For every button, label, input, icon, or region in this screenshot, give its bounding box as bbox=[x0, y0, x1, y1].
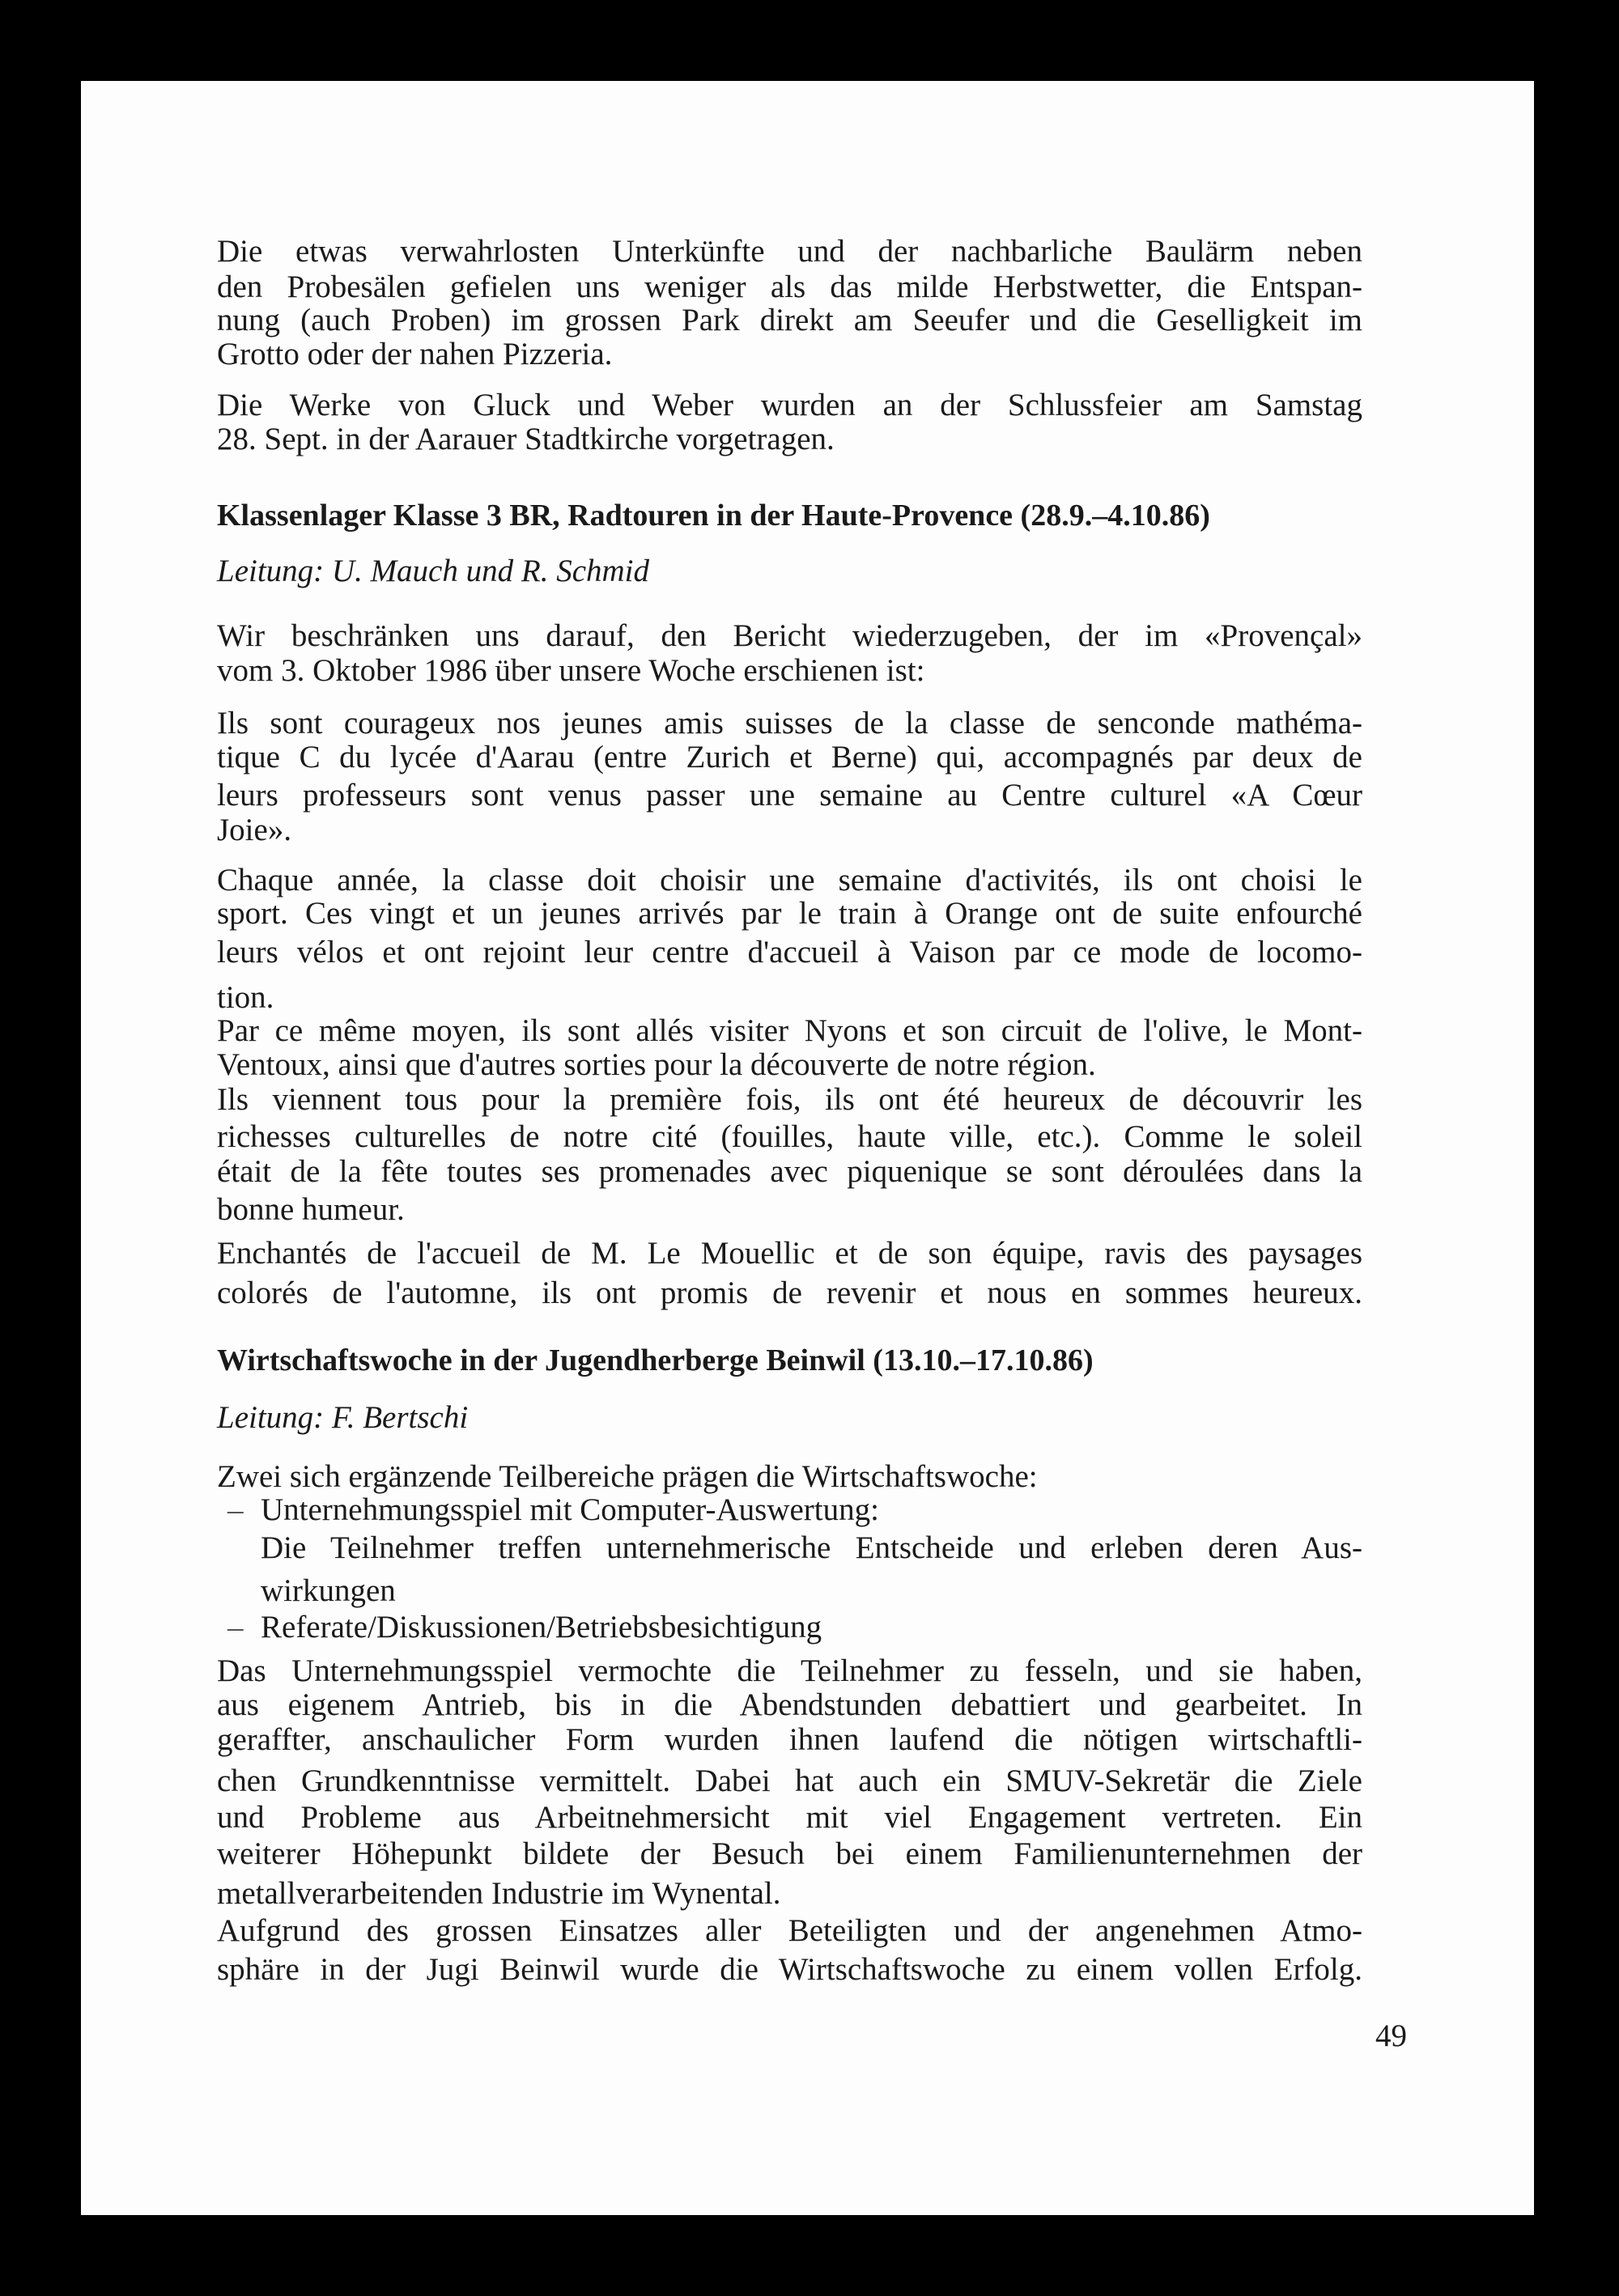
body-text-line: Aufgrund des grossen Einsatzes aller Beteiligten und der angenehmen Atmo- bbox=[217, 1913, 1362, 1948]
body-text-line: geraffter, anschaulicher Form wurden ihnen laufend die nötigen wirtschaftli- bbox=[217, 1722, 1362, 1757]
section-heading: Wirtschaftswoche in der Jugendherberge Beinwil (13.10.–17.10.86) bbox=[217, 1343, 1094, 1377]
body-text-line: leurs professeurs sont venus passer une semaine au Centre culturel «A Cœur bbox=[217, 778, 1362, 813]
body-text-line: bonne humeur. bbox=[217, 1192, 405, 1227]
body-text-line: sphäre in der Jugi Beinwil wurde die Wirtschaftswoche zu einem vollen Erfolg. bbox=[217, 1952, 1362, 1987]
body-text-line: colorés de l'automne, ils ont promis de revenir et nous en sommes heureux. bbox=[217, 1275, 1362, 1310]
document-page bbox=[81, 81, 1534, 2215]
body-text-line: Ils viennent tous pour la première fois, ils ont été heureux de découvrir les bbox=[217, 1082, 1362, 1117]
section-heading: Klassenlager Klasse 3 BR, Radtouren in der Haute-Provence (28.9.–4.10.86) bbox=[217, 499, 1210, 533]
body-text-line: richesses culturelles de notre cité (fouilles, haute ville, etc.). Comme le soleil bbox=[217, 1119, 1362, 1154]
list-item: Referate/Diskussionen/Betriebsbesichtigung bbox=[261, 1610, 822, 1645]
body-text-line: 28. Sept. in der Aarauer Stadtkirche vorgetragen. bbox=[217, 422, 835, 456]
body-text-line: nung (auch Proben) im grossen Park direkt am Seeufer und die Geselligkeit im bbox=[217, 303, 1362, 337]
page-number: 49 bbox=[1375, 2018, 1407, 2053]
section-leader: Leitung: U. Mauch und R. Schmid bbox=[217, 554, 650, 588]
body-text-line: Die Werke von Gluck und Weber wurden an der Schlussfeier am Samstag bbox=[217, 388, 1362, 422]
body-text-line: vom 3. Oktober 1986 über unsere Woche erschienen ist: bbox=[217, 653, 925, 688]
body-text-line: leurs vélos et ont rejoint leur centre d'accueil à Vaison par ce mode de locomo- bbox=[217, 935, 1362, 970]
body-text-line: weiterer Höhepunkt bildete der Besuch bei einem Familienunternehmen der bbox=[217, 1836, 1362, 1871]
body-text-line: Joie». bbox=[217, 813, 292, 847]
body-text-line: Zwei sich ergänzende Teilbereiche prägen die Wirtschaftswoche: bbox=[217, 1459, 1038, 1494]
body-text-line: chen Grundkenntnisse vermittelt. Dabei hat auch ein SMUV-Sekretär die Ziele bbox=[217, 1763, 1362, 1798]
body-text-line: Par ce même moyen, ils sont allés visiter Nyons et son circuit de l'olive, le Mont- bbox=[217, 1013, 1362, 1048]
body-text-line: sport. Ces vingt et un jeunes arrivés par le train à Orange ont de suite enfourché bbox=[217, 896, 1362, 931]
body-text-line: metallverarbeitenden Industrie im Wynental. bbox=[217, 1876, 781, 1911]
list-item-detail: Die Teilnehmer treffen unternehmerische Entscheide und erleben deren Aus- bbox=[261, 1530, 1362, 1565]
body-text-line: Chaque année, la classe doit choisir une semaine d'activités, ils ont choisi le bbox=[217, 863, 1362, 898]
body-text-line: Ventoux, ainsi que d'autres sorties pour la découverte de notre région. bbox=[217, 1047, 1096, 1082]
list-item-detail: wirkungen bbox=[261, 1573, 396, 1608]
list-dash: – bbox=[227, 1610, 244, 1645]
list-dash: – bbox=[227, 1492, 244, 1527]
body-text-line: Die etwas verwahrlosten Unterkünfte und der nachbarliche Baulärm neben bbox=[217, 234, 1362, 269]
body-text-line: Ils sont courageux nos jeunes amis suisses de la classe de senconde mathéma- bbox=[217, 706, 1362, 741]
body-text-line: Wir beschränken uns darauf, den Bericht wiederzugeben, der im «Provençal» bbox=[217, 618, 1362, 653]
body-text-line: aus eigenem Antrieb, bis in die Abendstunden debattiert und gearbeitet. In bbox=[217, 1687, 1362, 1722]
section-leader: Leitung: F. Bertschi bbox=[217, 1400, 469, 1435]
body-text-line: den Probesälen gefielen uns weniger als das milde Herbstwetter, die Entspan- bbox=[217, 269, 1362, 304]
body-text-line: tion. bbox=[217, 980, 274, 1015]
body-text-line: Das Unternehmungsspiel vermochte die Teilnehmer zu fesseln, und sie haben, bbox=[217, 1653, 1362, 1688]
body-text-line: était de la fête toutes ses promenades avec piquenique se sont déroulées dans la bbox=[217, 1154, 1362, 1189]
body-text-line: Enchantés de l'accueil de M. Le Mouellic et de son équipe, ravis des paysages bbox=[217, 1236, 1362, 1271]
body-text-line: und Probleme aus Arbeitnehmersicht mit viel Engagement vertreten. Ein bbox=[217, 1800, 1362, 1835]
body-text-line: tique C du lycée d'Aarau (entre Zurich et Berne) qui, accompagnés par deux de bbox=[217, 740, 1362, 775]
list-item: Unternehmungsspiel mit Computer-Auswertung: bbox=[261, 1492, 879, 1527]
body-text-line: Grotto oder der nahen Pizzeria. bbox=[217, 337, 613, 371]
